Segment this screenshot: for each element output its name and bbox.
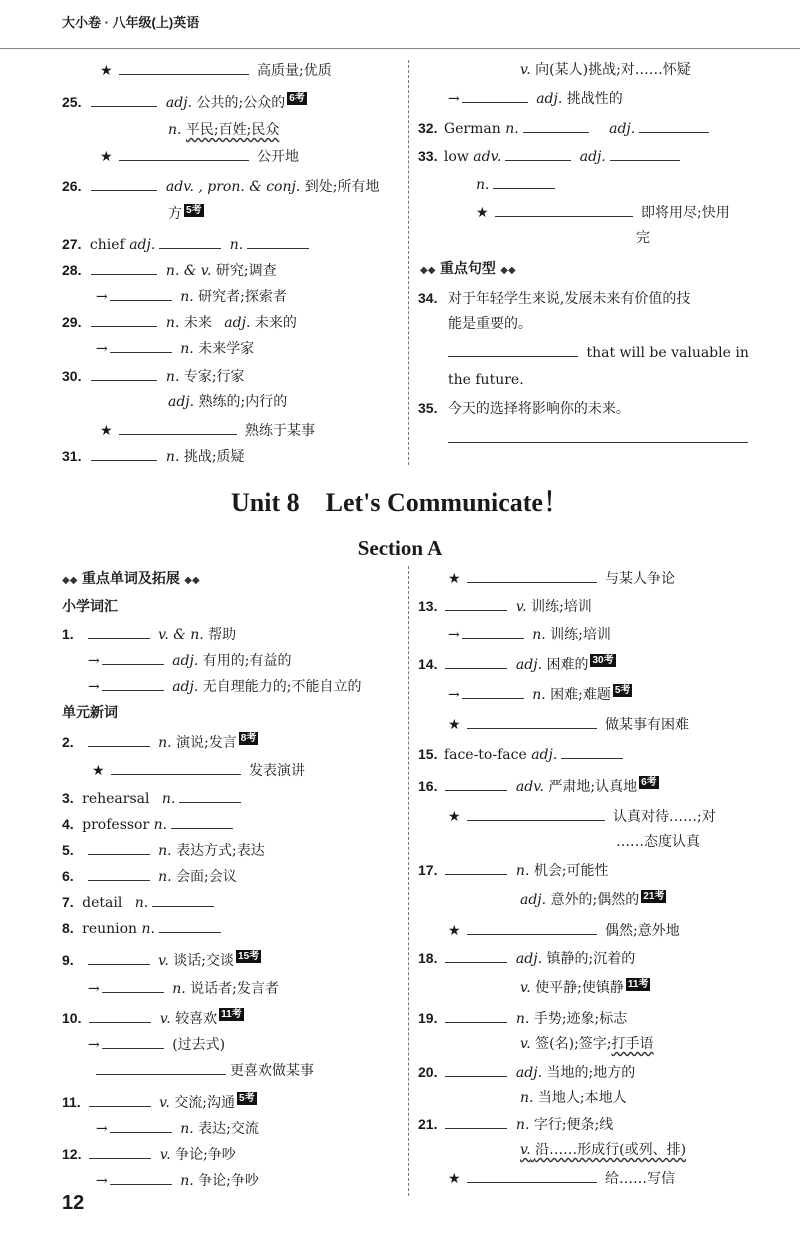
- entry-14-star: ★ 做某事有困难: [448, 714, 689, 735]
- entry-number: 6.: [62, 868, 74, 884]
- entry-number: 32.: [418, 120, 438, 136]
- answer-blank[interactable]: [91, 366, 157, 381]
- answer-blank[interactable]: [445, 1062, 507, 1077]
- arrow-icon: →: [96, 1173, 108, 1189]
- entry-34-cont: 能是重要的。: [448, 316, 532, 332]
- entry-24-star: ★ 高质量;优质: [100, 60, 332, 81]
- entry-25-star: ★ 公开地: [100, 146, 299, 167]
- entry-31: 31. n. 挑战;质疑: [62, 448, 245, 465]
- entry-number: 33.: [418, 148, 438, 164]
- arrow-icon: →: [96, 341, 108, 357]
- entry-number: 25.: [62, 94, 82, 110]
- entry-number: 35.: [418, 400, 438, 416]
- entry-33-noun: n.: [476, 174, 559, 195]
- entry-number: 30.: [62, 368, 82, 384]
- answer-blank[interactable]: [467, 568, 597, 583]
- entry-number: 20.: [418, 1064, 438, 1080]
- entry-number: 21.: [418, 1116, 438, 1132]
- entry-34: 34. 对于年轻学生来说,发展未来有价值的技: [418, 290, 691, 307]
- entry-3: 3. rehearsal n.: [62, 788, 245, 809]
- exam-frequency-badge: 21考: [643, 891, 665, 902]
- entry-16-star-cont: ……态度认真: [616, 834, 700, 850]
- entry-29-derived: → n. 未来学家: [96, 338, 254, 359]
- entry-15: 15. face-to-face adj.: [418, 744, 627, 765]
- answer-blank[interactable]: [493, 174, 555, 189]
- star-icon: ★: [92, 763, 105, 779]
- entry-33: 33. low adv. adj.: [418, 146, 684, 167]
- page-number: 12: [62, 1192, 85, 1214]
- unit-title: Unit 8 Let's Communicate！: [231, 488, 569, 517]
- exam-frequency-badge: 5考: [614, 685, 631, 696]
- arrow-icon: →: [448, 687, 460, 703]
- entry-27: 27. chief adj. n.: [62, 234, 313, 255]
- answer-blank[interactable]: [445, 654, 507, 669]
- subheading-unit-words: 单元新词: [62, 704, 118, 720]
- entry-number: 14.: [418, 656, 438, 672]
- answer-blank[interactable]: [467, 806, 605, 821]
- answer-blank[interactable]: [445, 860, 507, 875]
- answer-blank[interactable]: [445, 948, 507, 963]
- entry-11-derived: → n. 表达;交流: [96, 1118, 259, 1139]
- entry-33-star-cont: 完: [636, 230, 650, 246]
- answer-blank[interactable]: [102, 978, 164, 993]
- entry-18-verb: v. 使平静;使镇静 11考: [520, 979, 649, 996]
- star-icon: ★: [448, 571, 461, 587]
- answer-blank[interactable]: [247, 234, 309, 249]
- entry-16: 16. adv. 严肃地;认真地 6考: [418, 777, 657, 795]
- section-heading-words: ◆◆ 重点单词及拓展 ◆◆: [62, 570, 200, 586]
- entry-34-answer-cont: the future.: [448, 372, 524, 388]
- entry-18: 18. adj. 镇静的;沉着的: [418, 950, 636, 967]
- entry-28-derived: → n. 研究者;探索者: [96, 286, 287, 307]
- entry-number: 17.: [418, 862, 438, 878]
- entry-12-derived: → n. 争论;争吵: [96, 1170, 259, 1191]
- entry-20-noun: n. 当地人;本地人: [520, 1090, 627, 1106]
- answer-blank[interactable]: [119, 420, 237, 435]
- entry-26: 26. adv. , pron. & conj. 到处;所有地: [62, 178, 380, 195]
- entry-34-answer: that will be valuable in: [448, 342, 749, 363]
- answer-blank[interactable]: [462, 88, 528, 103]
- entry-number: 1.: [62, 626, 74, 642]
- answer-blank[interactable]: [91, 176, 157, 191]
- diamond-icon: ◆◆: [500, 265, 516, 276]
- entry-20: 20. adj. 当地的;地方的: [418, 1064, 636, 1081]
- star-icon: ★: [476, 205, 489, 221]
- entry-8: 8. reunion n.: [62, 918, 225, 939]
- entry-35: 35. 今天的选择将影响你的未来。: [418, 400, 630, 417]
- entry-30: 30. n. 专家;行家: [62, 368, 245, 385]
- arrow-icon: →: [88, 653, 100, 669]
- entry-21-star: ★ 给……写信: [448, 1168, 675, 1189]
- exam-frequency-badge: 8考: [240, 733, 257, 744]
- entry-35-answer: [448, 428, 752, 449]
- entry-12: 12. v. 争论;争吵: [62, 1146, 236, 1163]
- entry-6: 6. n. 会面;会议: [62, 868, 237, 885]
- star-icon: ★: [100, 63, 113, 79]
- entry-33-star: ★ 即将用尽;快用: [476, 202, 730, 223]
- answer-blank[interactable]: [119, 60, 249, 75]
- answer-blank[interactable]: [159, 234, 221, 249]
- entry-number: 16.: [418, 778, 438, 794]
- diamond-icon: ◆◆: [62, 575, 78, 586]
- answer-blank[interactable]: [89, 1092, 151, 1107]
- entry-number: 26.: [62, 178, 82, 194]
- answer-blank[interactable]: [102, 650, 164, 665]
- answer-blank[interactable]: [119, 146, 249, 161]
- exam-frequency-badge: 30考: [592, 655, 614, 666]
- entry-31-derived: → adj. 挑战性的: [448, 88, 623, 109]
- answer-blank[interactable]: [91, 92, 157, 107]
- answer-blank[interactable]: [445, 776, 507, 791]
- exam-frequency-badge: 5考: [239, 1093, 255, 1104]
- entry-10-phrase: 更喜欢做某事: [96, 1060, 314, 1081]
- exam-frequency-badge: 11考: [627, 979, 649, 990]
- entry-14: 14. adj. 困难的 30考: [418, 655, 614, 673]
- entry-number: 11.: [62, 1094, 81, 1110]
- entry-32: 32. German n. adj.: [418, 118, 713, 139]
- answer-blank[interactable]: [445, 1114, 507, 1129]
- entry-28: 28. n. & v. 研究;调查: [62, 262, 277, 279]
- entry-21-verb: v. 沿……形成行(或列、排): [520, 1142, 687, 1158]
- answer-blank[interactable]: [88, 866, 150, 881]
- arrow-icon: →: [448, 91, 460, 107]
- entry-30-star: ★ 熟练于某事: [100, 420, 315, 441]
- entry-16-star: ★ 认真对待……;对: [448, 806, 716, 827]
- entry-17: 17. n. 机会;可能性: [418, 862, 609, 879]
- star-icon: ★: [448, 923, 461, 939]
- exam-frequency-badge: 6考: [641, 777, 657, 788]
- entry-9-derived: → n. 说话者;发言者: [88, 978, 279, 999]
- answer-blank[interactable]: [91, 260, 157, 275]
- entry-1-derived-b: → adj. 无自理能力的;不能自立的: [88, 676, 361, 697]
- section-heading-sentences: ◆◆ 重点句型 ◆◆: [420, 260, 516, 276]
- answer-blank[interactable]: [462, 624, 524, 639]
- entry-25-noun: n. 平民;百姓;民众: [168, 122, 280, 138]
- answer-blank[interactable]: [561, 744, 623, 759]
- answer-blank[interactable]: [639, 118, 709, 133]
- header-title: 大小卷 · 八年级(上)英语: [62, 15, 200, 30]
- entry-9: 9. v. 谈话;交谈 15考: [62, 951, 260, 969]
- column-divider-top: [408, 60, 409, 465]
- entry-30-adj: adj. 熟练的;内行的: [168, 394, 288, 410]
- diamond-icon: ◆◆: [184, 575, 200, 586]
- section-title: Section A: [357, 536, 443, 560]
- entry-number: 8.: [62, 920, 74, 936]
- entry-number: 31.: [62, 448, 82, 464]
- entry-number: 13.: [418, 598, 438, 614]
- answer-blank[interactable]: [152, 892, 214, 907]
- exam-frequency-badge: 15考: [238, 951, 260, 962]
- arrow-icon: →: [96, 289, 108, 305]
- subheading-primary-vocab: 小学词汇: [62, 598, 118, 614]
- entry-25: 25. adj. 公共的;公众的 6考: [62, 93, 305, 111]
- star-icon: ★: [448, 809, 461, 825]
- star-icon: ★: [448, 1171, 461, 1187]
- answer-blank[interactable]: [110, 1170, 172, 1185]
- entry-number: 19.: [418, 1010, 438, 1026]
- entry-29: 29. n. 未来 adj. 未来的: [62, 314, 297, 331]
- answer-blank[interactable]: [110, 1118, 172, 1133]
- exam-frequency-badge: 11考: [221, 1009, 242, 1020]
- answer-blank[interactable]: [448, 342, 578, 357]
- entry-2-star: ★ 发表演讲: [92, 760, 305, 781]
- answer-blank[interactable]: [96, 1060, 226, 1075]
- entry-number: 18.: [418, 950, 438, 966]
- entry-10-past: → (过去式): [88, 1034, 225, 1055]
- answer-blank[interactable]: [179, 788, 241, 803]
- answer-blank[interactable]: [88, 732, 150, 747]
- entry-17-star: ★ 偶然;意外地: [448, 920, 680, 941]
- answer-blank[interactable]: [89, 1008, 151, 1023]
- answer-blank[interactable]: [467, 714, 597, 729]
- entry-10: 10. v. 较喜欢 11考: [62, 1009, 242, 1027]
- entry-number: 9.: [62, 952, 74, 968]
- exam-frequency-badge: 5考: [186, 205, 202, 216]
- entry-number: 28.: [62, 262, 82, 278]
- entry-17-adj: adj. 意外的;偶然的 21考: [520, 891, 665, 908]
- answer-blank[interactable]: [159, 918, 221, 933]
- column-divider-bottom: [408, 566, 409, 1196]
- entry-number: 10.: [62, 1010, 82, 1026]
- arrow-icon: →: [88, 981, 100, 997]
- entry-26-cont: 方 5考: [168, 205, 202, 222]
- answer-blank[interactable]: [467, 1168, 597, 1183]
- arrow-icon: →: [88, 1037, 100, 1053]
- arrow-icon: →: [88, 679, 100, 695]
- entry-11: 11. v. 交流;沟通 5考: [62, 1093, 255, 1111]
- answer-blank[interactable]: [445, 1008, 507, 1023]
- answer-blank[interactable]: [110, 286, 172, 301]
- entry-4: 4. professor n.: [62, 814, 237, 835]
- entry-13-derived: → n. 训练;培训: [448, 624, 611, 645]
- answer-blank[interactable]: [467, 920, 597, 935]
- entry-14-derived: → n. 困难;难题 5考: [448, 685, 631, 703]
- answer-blank[interactable]: [171, 814, 233, 829]
- entry-7: 7. detail n.: [62, 892, 218, 913]
- entry-12-star: ★ 与某人争论: [448, 568, 675, 589]
- answer-blank[interactable]: [102, 1034, 164, 1049]
- entry-5: 5. n. 表达方式;表达: [62, 842, 265, 859]
- entry-19: 19. n. 手势;迹象;标志: [418, 1010, 628, 1027]
- entry-number: 5.: [62, 842, 74, 858]
- entry-number: 2.: [62, 734, 74, 750]
- answer-blank[interactable]: [462, 684, 524, 699]
- answer-blank[interactable]: [88, 624, 150, 639]
- diamond-icon: ◆◆: [420, 265, 436, 276]
- answer-blank[interactable]: [610, 146, 680, 161]
- answer-blank[interactable]: [505, 146, 571, 161]
- entry-number: 4.: [62, 816, 74, 832]
- header-divider: [0, 48, 800, 49]
- answer-blank[interactable]: [523, 118, 589, 133]
- answer-blank[interactable]: [91, 446, 157, 461]
- answer-blank[interactable]: [110, 338, 172, 353]
- star-icon: ★: [100, 149, 113, 165]
- answer-blank[interactable]: [495, 202, 633, 217]
- entry-13: 13. v. 训练;培训: [418, 598, 592, 615]
- arrow-icon: →: [96, 1121, 108, 1137]
- entry-1-derived-a: → adj. 有用的;有益的: [88, 650, 291, 671]
- answer-blank[interactable]: [111, 760, 241, 775]
- answer-blank[interactable]: [89, 1144, 151, 1159]
- entry-21: 21. n. 字行;便条;线: [418, 1116, 614, 1133]
- answer-blank[interactable]: [88, 950, 150, 965]
- entry-number: 15.: [418, 746, 438, 762]
- answer-blank[interactable]: [102, 676, 164, 691]
- entry-number: 7.: [62, 894, 74, 910]
- star-icon: ★: [448, 717, 461, 733]
- answer-blank[interactable]: [88, 840, 150, 855]
- entry-number: 3.: [62, 790, 74, 806]
- entry-number: 27.: [62, 236, 82, 252]
- entry-19-verb: v. 签(名);签字;打手语: [520, 1036, 654, 1052]
- entry-1: 1. v. & n. 帮助: [62, 626, 237, 643]
- entry-31-verb: v. 向(某人)挑战;对……怀疑: [520, 62, 691, 78]
- answer-blank[interactable]: [448, 428, 748, 443]
- entry-number: 12.: [62, 1146, 82, 1162]
- arrow-icon: →: [448, 627, 460, 643]
- entry-2: 2. n. 演说;发言 8考: [62, 733, 257, 751]
- entry-number: 34.: [418, 290, 438, 306]
- answer-blank[interactable]: [445, 596, 507, 611]
- exam-frequency-badge: 6考: [289, 93, 305, 104]
- star-icon: ★: [100, 423, 113, 439]
- entry-number: 29.: [62, 314, 82, 330]
- answer-blank[interactable]: [91, 312, 157, 327]
